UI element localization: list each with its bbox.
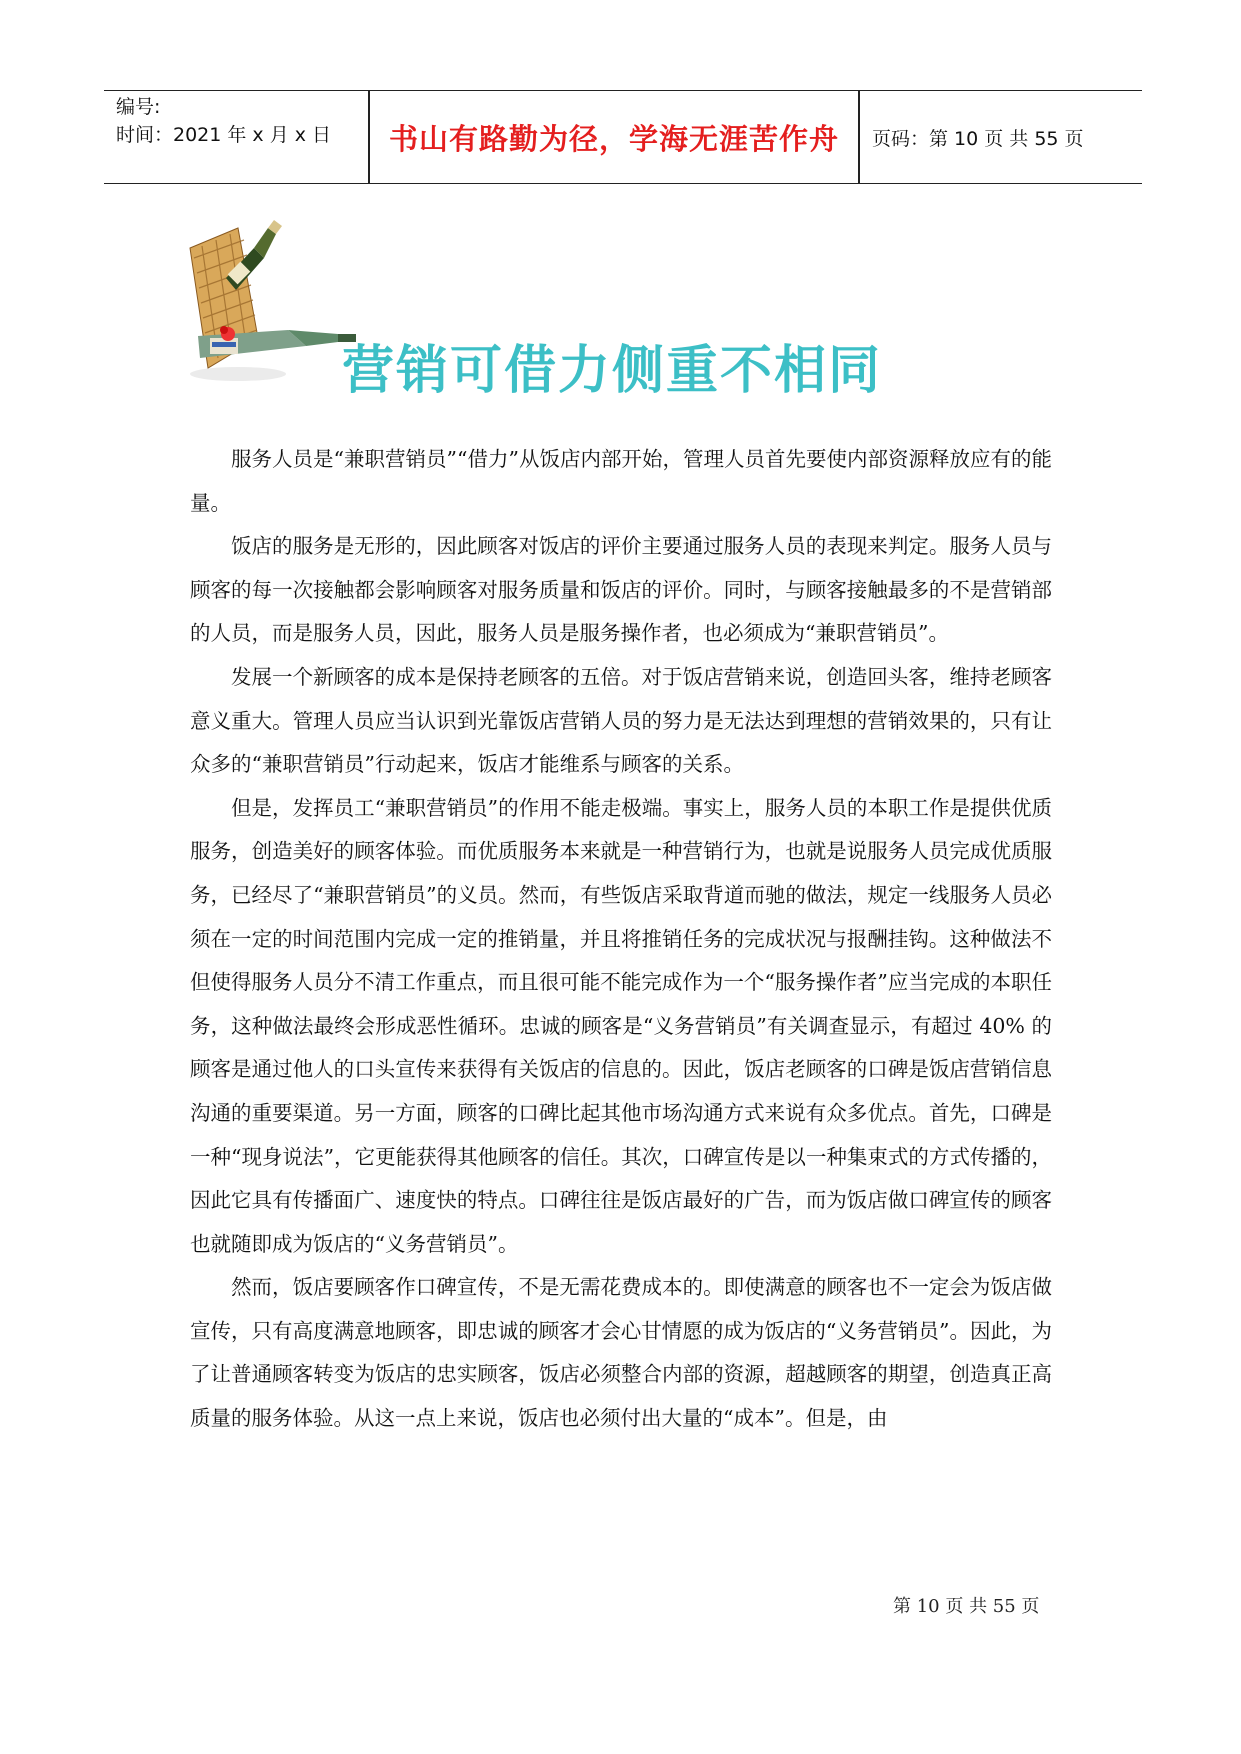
paragraph: 但是，发挥员工“兼职营销员”的作用不能走极端。事实上，服务人员的本职工作是提供优质服务，创造美好的顾客体验。而优质服务本来就是一种营销行为，也就是说服务人员完成优质服务，已经尽了“兼职营销员”的义员。然而，有些饭店采取背道而驰的做法，规定一线服务人员必须在一定的时间范围内完成一定的推销量，并且将推销任务的完成状况与报酬挂钩。这种做法不但使得服务人员分不清工作重点，而且很可能不能完成作为一个“服务操作者”应当完成的本职任务，这种做法最终会形成恶性循环。忠诚的顾客是“义务营销员”有关调查显示，有超过 40% 的顾客是通过他人的口头宣传来获得有关饭店的信息的。因此，饭店老顾客的口碑是饭店营销信息沟通的重要渠道。另一方面，顾客的口碑比起其他市场沟通方式来说有众多优点。首先，口碑是一种“现身说法”，它更能获得其他顾客的信任。其次，口碑宣传是以一种集束式的方式传播的，因此它具有传播面广、速度快的特点。口碑往往是饭店最好的广告，而为饭店做口碑宣传的顾客也就随即成为饭店的“义务营销员”。 (190, 795, 1052, 1256)
paragraph: 然而，饭店要顾客作口碑宣传，不是无需花费成本的。即使满意的顾客也不一定会为饭店做宣传，只有高度满意地顾客，即忠诚的顾客才会心甘情愿的成为饭店的“义务营销员”。因此，为了让普通顾客转变为饭店的忠实顾客，饭店必须整合内部的资源，超越顾客的期望，创造真正高质量的服务体验。从这一点上来说，饭店也必须付出大量的“成本”。但是，由 (190, 1275, 1052, 1431)
serial-label: 编号: (116, 96, 161, 118)
paragraph: 发展一个新顾客的成本是保持老顾客的五倍。对于饭店营销来说，创造回头客，维持老顾客意义重大。管理人员应当认识到光靠饭店营销人员的努力是无法达到理想的营销效果的，只有让众多的“兼职营销员”行动起来，饭店才能维系与顾客的关系。 (190, 664, 1052, 777)
document-header (104, 90, 1142, 184)
page-title: 营销可借力侧重不相同 (342, 341, 883, 401)
article-body (190, 438, 1052, 1441)
header-page-info: 页码：第 10 页 共 55 页 (872, 127, 1084, 150)
page-footer: 第 10 页 共 55 页 (893, 1596, 1040, 1617)
header-motto: 书山有路勤为径，学海无涯苦作舟 (388, 121, 839, 156)
paragraph: 饭店的服务是无形的，因此顾客对饭店的评价主要通过服务人员的表现来判定。服务人员与顾客的每一次接触都会影响顾客对服务质量和饭店的评价。同时，与顾客接触最多的不是营销部的人员，而是服务人员，因此，服务人员是服务操作者，也必须成为“兼职营销员”。 (190, 534, 1052, 646)
wine-bottle-basket-icon (188, 218, 358, 384)
header-meta (116, 93, 356, 149)
paragraph: 服务人员是“兼职营销员”“借力”从饭店内部开始，管理人员首先要使内部资源释放应有的能量。 (190, 447, 1052, 515)
time-label: 时间：2021 年 x 月 x 日 (116, 124, 332, 146)
header-divider (858, 91, 860, 183)
